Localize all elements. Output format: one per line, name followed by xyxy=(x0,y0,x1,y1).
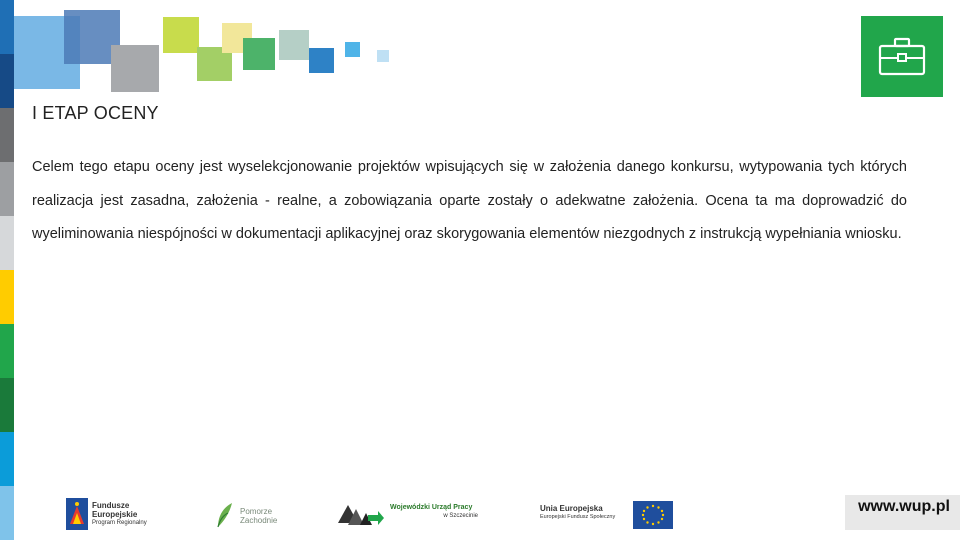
deco-square xyxy=(279,30,309,60)
eu-flag-icon xyxy=(633,501,673,529)
deco-square xyxy=(309,48,334,73)
ue-line2: Europejski Fundusz Społeczny xyxy=(540,514,616,520)
fundusze-line3: Program Regionalny xyxy=(92,520,147,526)
stripe-segment xyxy=(0,432,14,486)
deco-square xyxy=(377,50,389,62)
fundusze-europejskie-emblem-icon xyxy=(66,498,88,530)
stripe-segment xyxy=(0,270,14,324)
website-url[interactable]: www.wup.pl xyxy=(858,498,950,515)
stripe-segment xyxy=(0,108,14,162)
stripe-segment xyxy=(0,0,14,54)
slide-body-text: Celem tego etapu oceny jest wyselekcjonowanie projektów wpisujących się w założenia danego konkursu, wytypowania tych których realizacja jest zasadna, założenia - realne, a zobowiązania oparte zostały o adekwatne założenia. Ocena ta ma doprowadzić do wyeliminowania niespójności w dokumentacji aplikacyjnej oraz skorygowania elementów niezgodnych z instrukcją wypełniania wniosku. xyxy=(32,159,907,242)
fundusze-line1: Fundusze xyxy=(92,501,130,510)
deco-square xyxy=(111,45,159,92)
pomorze-leaf-icon xyxy=(214,501,236,529)
stripe-segment xyxy=(0,54,14,108)
wup-line1: Wojewódzki Urząd Pracy xyxy=(390,504,473,511)
stripe-segment xyxy=(0,216,14,270)
footer-logos xyxy=(0,495,960,540)
stripe-segment xyxy=(0,162,14,216)
ue-line1: Unia Europejska xyxy=(540,504,603,513)
deco-square xyxy=(163,17,199,53)
wup-line2: w Szczecinie xyxy=(443,513,478,519)
wup-emblem-icon xyxy=(338,501,384,527)
fundusze-line2: Europejskie xyxy=(92,510,138,519)
deco-square xyxy=(345,42,360,57)
stripe-segment xyxy=(0,378,14,432)
left-color-stripe xyxy=(0,0,14,540)
slide-title: I ETAP OCENY xyxy=(32,103,159,123)
briefcase-icon xyxy=(878,37,926,77)
deco-square xyxy=(243,38,275,70)
pomorze-line2: Zachodnie xyxy=(240,516,278,525)
pomorze-line1: Pomorze xyxy=(240,507,273,516)
stripe-segment xyxy=(0,324,14,378)
briefcase-icon-box xyxy=(861,16,943,97)
